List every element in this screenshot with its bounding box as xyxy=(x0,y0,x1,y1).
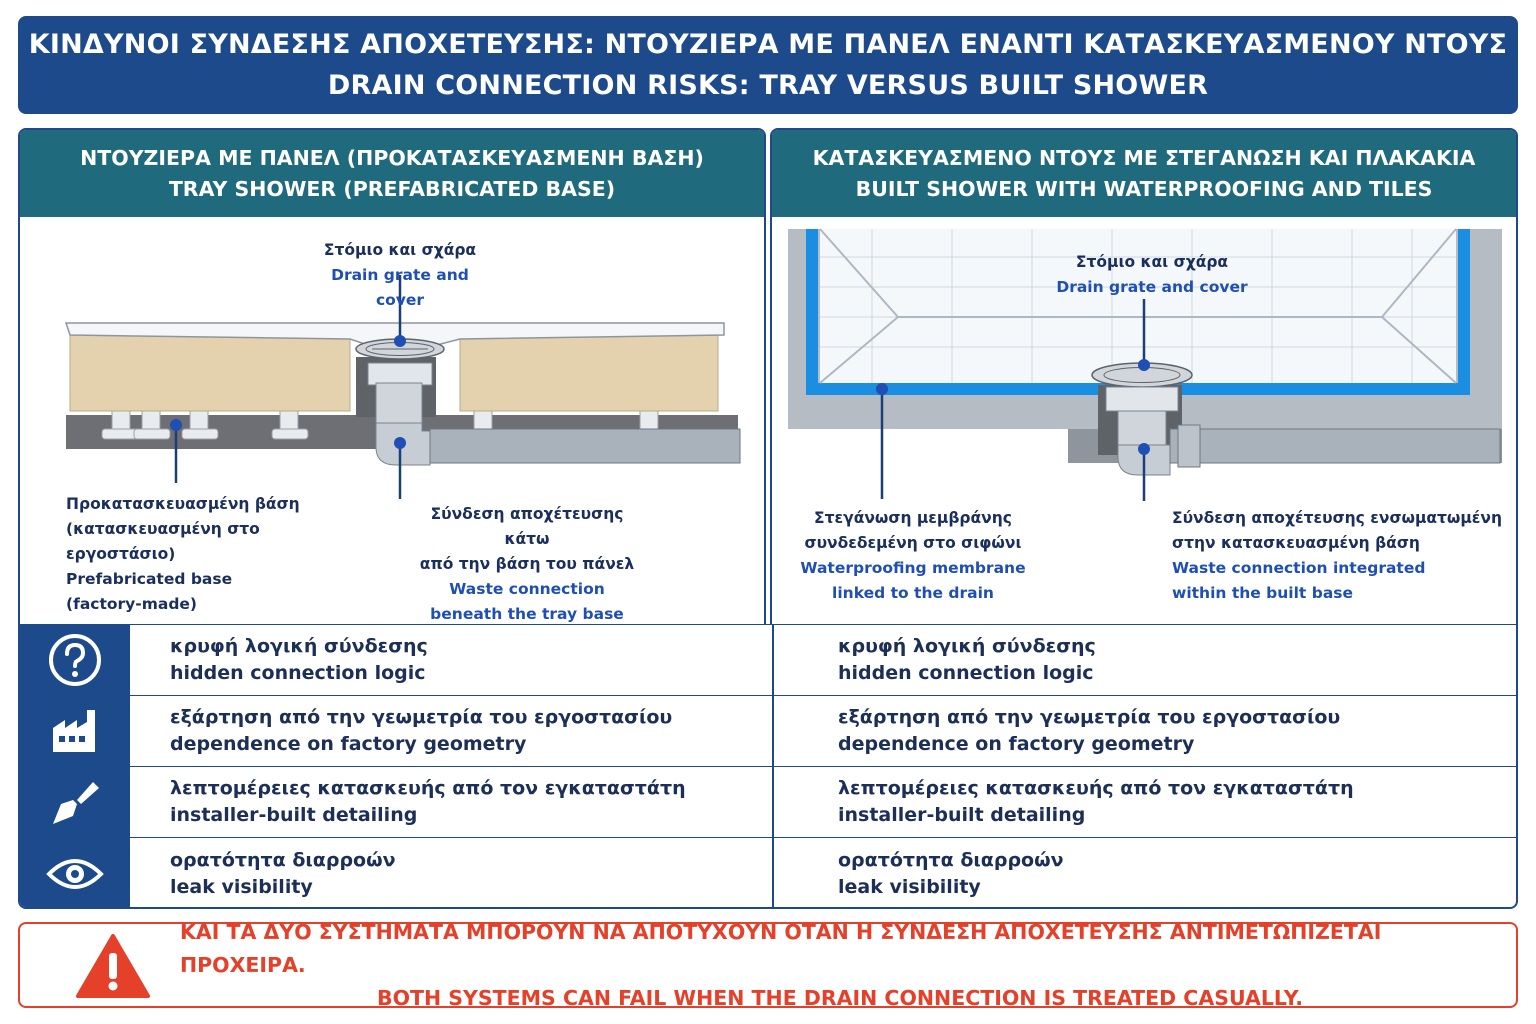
row1-right-english: hidden connection logic xyxy=(838,662,1094,684)
warning-greek: ΚΑΙ ΤΑ ΔΥΟ ΣΥΣΤΗΜΑΤΑ ΜΠΟΡΟΥΝ ΝΑ ΑΠΟΤΥΧΟΥΝ ΟΤΑΝ Η ΣΥΝΔΕΣΗ ΑΠΟΧΕΤΕΥΣΗΣ ΑΝΤΙΜΕΤΩΠΙΖΕΤΑΙ ΠΡΟΧΕΙΡΑ. xyxy=(180,919,1382,977)
row4-left-english: leak visibility xyxy=(170,875,313,898)
built-drain-marker xyxy=(1138,359,1150,371)
tray-waste-label-greek-2: από την βάση του πάνελ xyxy=(419,555,635,573)
row4-right-greek: ορατότητα διαρροών xyxy=(838,848,1064,871)
tray-base-label-english-1: Prefabricated base xyxy=(66,570,233,588)
built-waste-label-greek-2: στην κατασκευασμένη βάση xyxy=(1172,534,1420,552)
row1-right-greek: κρυφή λογική σύνδεσης xyxy=(838,635,1096,657)
base-marker xyxy=(170,419,182,431)
warning-banner xyxy=(18,919,1518,1010)
built-shower-header-english: BUILT SHOWER WITH WATERPROOFING AND TILES xyxy=(855,176,1433,201)
main-title-banner xyxy=(18,16,1518,114)
tray-base-label-greek-2: (κατασκευασμένη στο εργοστάσιο) xyxy=(66,520,260,563)
membrane-label xyxy=(798,506,1028,606)
tray-base-label-greek-1: Προκατασκευασμένη βάση xyxy=(66,495,300,513)
warning-english: BOTH SYSTEMS CAN FAIL WHEN THE DRAIN CONNECTION IS TREATED CASUALLY. xyxy=(376,985,1304,1010)
tray-drain-label xyxy=(320,238,480,313)
built-waste-label-greek-1: Σύνδεση αποχέτευσης ενσωματωμένη xyxy=(1172,509,1503,527)
table-row xyxy=(20,625,1516,696)
question-icon xyxy=(47,632,103,688)
tray-shower-header-english: TRAY SHOWER (PREFABRICATED BASE) xyxy=(168,176,616,201)
built-waste-pipe xyxy=(1170,429,1500,463)
built-drain-label xyxy=(1052,250,1252,300)
tray-shower-header xyxy=(20,130,764,217)
row2-left-greek: εξάρτηση από την γεωμετρία του εργοστασίου xyxy=(170,706,673,728)
built-waste-label-english-1: Waste connection integrated xyxy=(1172,559,1426,577)
membrane-label-english-2: linked to the drain xyxy=(832,584,994,602)
table-row xyxy=(20,838,1516,909)
tray-shower-panel xyxy=(18,128,766,625)
warning-triangle-icon xyxy=(76,933,150,999)
row1-left-english: hidden connection logic xyxy=(170,662,426,684)
waste-pipe xyxy=(430,429,740,463)
membrane-label-greek-1: Στεγάνωση μεμβράνης xyxy=(814,509,1012,527)
built-shower-header xyxy=(772,130,1516,217)
waste-marker xyxy=(394,437,406,449)
table-row xyxy=(20,696,1516,767)
row4-left-greek: ορατότητα διαρροών xyxy=(170,848,396,871)
row1-left-greek: κρυφή λογική σύνδεσης xyxy=(170,635,428,657)
pipe-coupling xyxy=(1178,425,1200,467)
row3-right-greek: λεπτομέρειες κατασκευής από τον εγκαταστάτη xyxy=(838,777,1354,799)
built-waste-label xyxy=(1172,506,1512,606)
tray-waste-label xyxy=(412,502,642,625)
row3-left-greek: λεπτομέρειες κατασκευής από τον εγκαταστάτη xyxy=(170,777,686,799)
row2-right-greek: εξάρτηση από την γεωμετρία του εργοστασίου xyxy=(838,706,1341,728)
built-shower-header-greek: ΚΑΤΑΣΚΕΥΑΣΜΕΝΟ ΝΤΟΥΣ ΜΕ ΣΤΕΓΑΝΩΣΗ ΚΑΙ ΠΛΑΚΑΚΙΑ xyxy=(812,145,1476,170)
built-waste-marker xyxy=(1138,443,1150,455)
base-insulation-left xyxy=(70,335,350,411)
eye-icon xyxy=(45,854,105,894)
row3-right-english: installer-built detailing xyxy=(838,804,1086,826)
built-drain-label-greek: Στόμιο και σχάρα xyxy=(1075,253,1229,271)
membrane-label-english-1: Waterproofing membrane xyxy=(800,559,1026,577)
tray-waste-label-greek-1: Σύνδεση αποχέτευσης κάτω xyxy=(430,505,624,548)
base-insulation-right xyxy=(460,335,718,411)
tray-shower-header-greek: ΝΤΟΥΖΙΕΡΑ ΜΕ ΠΑΝΕΛ (ΠΡΟΚΑΤΑΣΚΕΥΑΣΜΕΝΗ ΒΑΣΗ) xyxy=(80,145,704,170)
row4-right-english: leak visibility xyxy=(838,875,981,898)
tray-base-label xyxy=(66,492,366,617)
factory-icon xyxy=(47,706,103,756)
built-drain-label-english: Drain grate and cover xyxy=(1056,278,1248,296)
comparison-table xyxy=(18,624,1518,909)
table-row xyxy=(20,767,1516,838)
row3-left-english: installer-built detailing xyxy=(170,804,418,826)
title-english: DRAIN CONNECTION RISKS: TRAY VERSUS BUILT SHOWER xyxy=(327,70,1209,101)
membrane-label-greek-2: συνδεδεμένη στο σιφώνι xyxy=(804,534,1022,552)
built-waste-label-english-2: within the built base xyxy=(1172,584,1354,602)
tray-waste-label-english-2: beneath the tray base xyxy=(430,605,624,623)
built-shower-panel xyxy=(770,128,1518,625)
drain-marker xyxy=(394,335,406,347)
membrane-marker xyxy=(876,383,888,395)
tray-waste-label-english-1: Waste connection xyxy=(449,580,605,598)
row2-right-english: dependence on factory geometry xyxy=(838,733,1195,755)
title-greek: ΚΙΝΔΥΝΟΙ ΣΥΝΔΕΣΗΣ ΑΠΟΧΕΤΕΥΣΗΣ: ΝΤΟΥΖΙΕΡΑ ΜΕ ΠΑΝΕΛ ΕΝΑΝΤΙ ΚΑΤΑΣΚΕΥΑΣΜΕΝΟΥ ΝΤΟΥΣ xyxy=(28,29,1508,60)
trowel-icon xyxy=(47,774,103,830)
tray-base-label-english-2: (factory-made) xyxy=(66,595,198,613)
row2-left-english: dependence on factory geometry xyxy=(170,733,527,755)
tray-drain-label-greek: Στόμιο και σχάρα xyxy=(323,241,477,259)
tray-drain-label-english: Drain grate and cover xyxy=(331,266,469,309)
